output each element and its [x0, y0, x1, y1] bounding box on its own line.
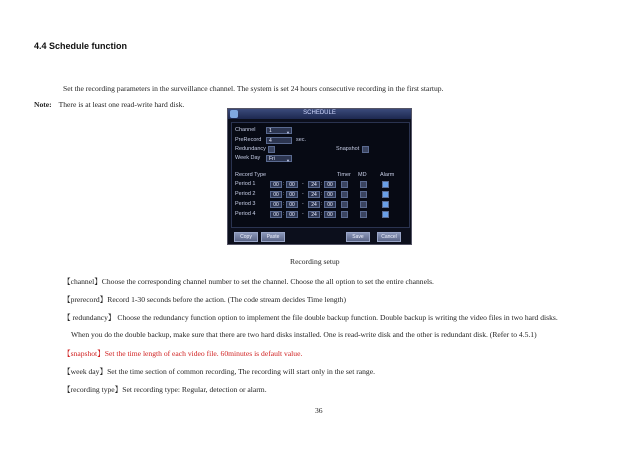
timer-checkbox[interactable] — [341, 211, 348, 218]
window-title: SCHEDULE — [303, 110, 336, 116]
end-hour-input[interactable]: 24 — [308, 191, 320, 198]
section-heading: 4.4 Schedule function — [34, 41, 128, 51]
button-row — [228, 229, 411, 243]
item-snapshot: 【snapshot】Set the time length of each video file. 60minutes is default value. — [63, 349, 303, 358]
item-redundancy-note: When you do the double backup, make sure that there are two hard disks installed. One is read-write disk and the other is redundant disk. (Refer to 4.5.1) — [71, 330, 537, 339]
figure-caption: Recording setup — [290, 257, 340, 266]
note-label: Note: — [34, 100, 52, 109]
end-hour-input[interactable]: 24 — [308, 211, 320, 218]
weekday-select[interactable]: Fri ▼ — [266, 155, 292, 162]
colon-separator: : — [321, 201, 323, 207]
paste-button[interactable]: Paste — [261, 232, 285, 242]
item-prerecord: 【prerecord】Record 1-30 seconds before the action. (The code stream decides Time length) — [63, 295, 346, 304]
start-minute-input[interactable]: 00 — [286, 211, 298, 218]
settings-area — [231, 122, 410, 228]
end-minute-input[interactable]: 00 — [324, 201, 336, 208]
alarm-checkbox[interactable] — [382, 191, 389, 198]
period-label: Period 1 — [235, 181, 256, 187]
period-label: Period 4 — [235, 211, 256, 217]
end-minute-input[interactable]: 00 — [324, 211, 336, 218]
colon-separator: : — [321, 191, 323, 197]
redundancy-checkbox[interactable] — [268, 146, 275, 153]
md-checkbox[interactable] — [360, 181, 367, 188]
page-number: 36 — [315, 406, 323, 415]
start-hour-input[interactable]: 00 — [270, 211, 282, 218]
alarm-header: Alarm — [380, 172, 395, 178]
channel-label: Channel — [235, 127, 256, 133]
start-minute-input[interactable]: 00 — [286, 191, 298, 198]
note — [34, 100, 184, 109]
start-hour-input[interactable]: 00 — [270, 181, 282, 188]
md-checkbox[interactable] — [360, 201, 367, 208]
end-hour-input[interactable]: 24 — [308, 201, 320, 208]
start-minute-input[interactable]: 00 — [286, 201, 298, 208]
redundancy-label: Redundancy — [235, 146, 266, 152]
dash-separator: - — [302, 181, 304, 187]
md-checkbox[interactable] — [360, 211, 367, 218]
schedule-screenshot — [227, 108, 412, 245]
timer-header: Timer — [337, 172, 351, 178]
period-label: Period 2 — [235, 191, 256, 197]
note-text: There is at least one read-write hard disk. — [58, 100, 185, 109]
alarm-checkbox[interactable] — [382, 181, 389, 188]
dash-separator: - — [302, 211, 304, 217]
weekday-label: Week Day — [235, 155, 261, 161]
colon-separator: : — [283, 201, 285, 207]
chevron-down-icon: ▼ — [286, 130, 290, 135]
dash-separator: - — [302, 191, 304, 197]
chevron-down-icon: ▼ — [286, 158, 290, 163]
copy-button[interactable]: Copy — [234, 232, 258, 242]
colon-separator: : — [283, 211, 285, 217]
start-hour-input[interactable]: 00 — [270, 201, 282, 208]
alarm-checkbox[interactable] — [382, 211, 389, 218]
alarm-checkbox[interactable] — [382, 201, 389, 208]
colon-separator: : — [321, 181, 323, 187]
snapshot-label: Snapshot — [336, 146, 360, 152]
end-hour-input[interactable]: 24 — [308, 181, 320, 188]
start-minute-input[interactable]: 00 — [286, 181, 298, 188]
timer-checkbox[interactable] — [341, 191, 348, 198]
item-recording-type: 【recording type】Set recording type: Regular, detection or alarm. — [63, 385, 267, 394]
item-redundancy: 【 redundancy】 Choose the redundancy function option to implement the file double backup function. Double backup is writing the video files in two hard disks. — [63, 313, 558, 322]
item-weekday: 【week day】Set the time section of common recording, The recording will start only in the set range. — [63, 367, 375, 376]
end-minute-input[interactable]: 00 — [324, 191, 336, 198]
end-minute-input[interactable]: 00 — [324, 181, 336, 188]
save-button[interactable]: Save — [346, 232, 370, 242]
timer-checkbox[interactable] — [341, 201, 348, 208]
timer-checkbox[interactable] — [341, 181, 348, 188]
cancel-button[interactable]: Cancel — [377, 232, 401, 242]
period-label: Period 3 — [235, 201, 256, 207]
channel-select[interactable]: 1 ▼ — [266, 127, 292, 134]
colon-separator: : — [283, 181, 285, 187]
sec-label: sec. — [296, 137, 307, 143]
md-header: MD — [358, 172, 367, 178]
start-hour-input[interactable]: 00 — [270, 191, 282, 198]
colon-separator: : — [321, 211, 323, 217]
record-type-label: Record Type — [235, 172, 267, 178]
window-titlebar — [228, 109, 411, 119]
item-channel: 【channel】Choose the corresponding channel number to set the channel. Choose the all option to set the entire channels. — [63, 277, 434, 286]
colon-separator: : — [283, 191, 285, 197]
dash-separator: - — [302, 201, 304, 207]
prerecord-input[interactable]: 4 — [266, 137, 292, 144]
intro-paragraph: Set the recording parameters in the surveillance channel. The system is set 24 hours consecutive recording in the first startup. — [63, 84, 444, 93]
md-checkbox[interactable] — [360, 191, 367, 198]
snapshot-checkbox[interactable] — [362, 146, 369, 153]
prerecord-label: PreRecord — [235, 137, 262, 143]
